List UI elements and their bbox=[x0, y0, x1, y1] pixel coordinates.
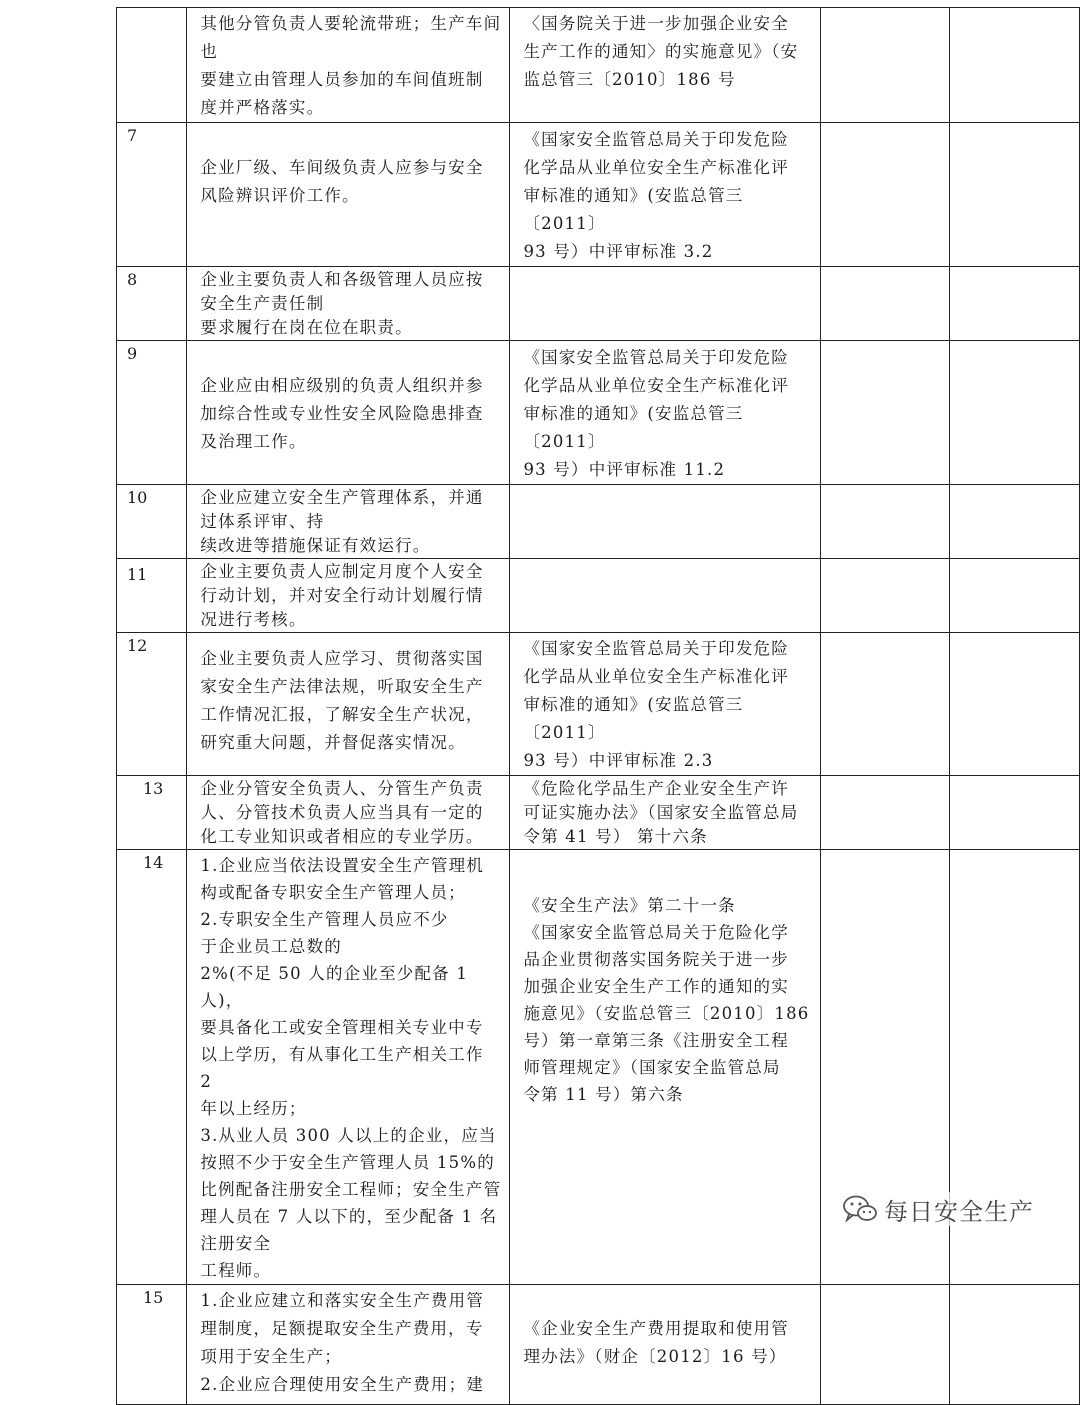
blank-cell bbox=[950, 1285, 1080, 1405]
table-row bbox=[117, 559, 1080, 633]
basis-cell: 〈国务院关于进一步加强企业安全 生产工作的通知〉的实施意见》（安 监总管三〔2010〕186 号 bbox=[510, 8, 820, 123]
requirement-cell: 企业主要负责人应学习、贯彻落实国 家安全生产法律法规，听取安全生产 工作情况汇报，了解安全生产状况， 研究重大问题，并督促落实情况。 bbox=[187, 633, 510, 776]
blank-cell bbox=[950, 559, 1080, 633]
blank-cell bbox=[950, 485, 1080, 559]
basis-cell: 《国家安全监管总局关于印发危险 化学品从业单位安全生产标准化评 审标准的通知》(安监总管三〔2011〕 93 号）中评审标准 2.3 bbox=[510, 633, 820, 776]
requirement-cell: 企业主要负责人和各级管理人员应按 安全生产责任制 要求履行在岗在位在职责。 bbox=[187, 267, 510, 341]
item-number: 13 bbox=[117, 776, 187, 850]
basis-cell: 《国家安全监管总局关于印发危险 化学品从业单位安全生产标准化评 审标准的通知》(安监总管三〔2011〕 93 号）中评审标准 11.2 bbox=[510, 341, 820, 485]
table-row bbox=[117, 8, 1080, 123]
basis-cell: 《安全生产法》第二十一条 《国家安全监管总局关于危险化学 品企业贯彻落实国务院关于进一步 加强企业安全生产工作的通知的实 施意见》（安监总管三〔2010〕186 号）第一章第三条《注册安全工程 师管理规定》（国家安全监管总局 令第 11 号）第六条 bbox=[510, 850, 820, 1285]
watermark bbox=[838, 1192, 1038, 1226]
requirement-cell: 1.企业应建立和落实安全生产费用管 理制度，足额提取安全生产费用，专 项用于安全生产； 2.企业应合理使用安全生产费用；建 bbox=[187, 1285, 510, 1405]
basis-cell bbox=[510, 267, 820, 341]
watermark-text: 每日安全生产 bbox=[884, 1197, 1034, 1226]
blank-cell bbox=[820, 341, 950, 485]
basis-cell: 《企业安全生产费用提取和使用管 理办法》（财企〔2012〕16 号） bbox=[510, 1285, 820, 1405]
blank-cell bbox=[820, 559, 950, 633]
requirement-cell: 企业厂级、车间级负责人应参与安全 风险辨识评价工作。 bbox=[187, 123, 510, 267]
basis-cell: 《危险化学品生产企业安全生产许 可证实施办法》（国家安全监管总局 令第 41 号） 第十六条 bbox=[510, 776, 820, 850]
item-number: 8 bbox=[117, 267, 187, 341]
requirement-cell: 企业应建立安全生产管理体系，并通 过体系评审、持 续改进等措施保证有效运行。 bbox=[187, 485, 510, 559]
table-row bbox=[117, 633, 1080, 776]
table-row bbox=[117, 341, 1080, 485]
table-row bbox=[117, 485, 1080, 559]
table-row bbox=[117, 776, 1080, 850]
item-number: 11 bbox=[117, 559, 187, 633]
item-number: 7 bbox=[117, 123, 187, 267]
requirement-cell: 企业主要负责人应制定月度个人安全 行动计划，并对安全行动计划履行情 况进行考核。 bbox=[187, 559, 510, 633]
blank-cell bbox=[820, 8, 950, 123]
blank-cell bbox=[820, 485, 950, 559]
blank-cell bbox=[950, 341, 1080, 485]
blank-cell bbox=[950, 267, 1080, 341]
table-row bbox=[117, 267, 1080, 341]
item-number bbox=[117, 8, 187, 123]
item-number: 14 bbox=[117, 850, 187, 1285]
basis-cell bbox=[510, 485, 820, 559]
blank-cell bbox=[950, 633, 1080, 776]
item-number: 12 bbox=[117, 633, 187, 776]
item-number: 15 bbox=[117, 1285, 187, 1405]
requirement-cell: 企业分管安全负责人、分管生产负责 人、分管技术负责人应当具有一定的 化工专业知识或者相应的专业学历。 bbox=[187, 776, 510, 850]
blank-cell bbox=[820, 633, 950, 776]
blank-cell bbox=[820, 123, 950, 267]
basis-cell: 《国家安全监管总局关于印发危险 化学品从业单位安全生产标准化评 审标准的通知》(安监总管三〔2011〕 93 号）中评审标准 3.2 bbox=[510, 123, 820, 267]
blank-cell bbox=[820, 1285, 950, 1405]
blank-cell bbox=[820, 776, 950, 850]
item-number: 9 bbox=[117, 341, 187, 485]
requirement-cell: 企业应由相应级别的负责人组织并参 加综合性或专业性安全风险隐患排查 及治理工作。 bbox=[187, 341, 510, 485]
requirement-cell: 1.企业应当依法设置安全生产管理机 构或配备专职安全生产管理人员； 2.专职安全生产管理人员应不少 于企业员工总数的 2%(不足 50 人的企业至少配备 1 人)， 要具备化工或安全管理相关专业中专 以上学历，有从事化工生产相关工作 2 年以上经历； 3.从业人员 300 人以上的企业，应当 按照不少于安全生产管理人员 15%的 比例配备注册安全工程师；安全生产管 理人员在 7 人以下的，至少配备 1 名 注册安全 工程师。 bbox=[187, 850, 510, 1285]
wechat-icon bbox=[842, 1194, 878, 1224]
blank-cell bbox=[950, 776, 1080, 850]
blank-cell bbox=[950, 123, 1080, 267]
blank-cell bbox=[950, 8, 1080, 123]
table-row bbox=[117, 123, 1080, 267]
basis-cell bbox=[510, 559, 820, 633]
requirement-cell: 其他分管负责人要轮流带班；生产车间也 要建立由管理人员参加的车间值班制 度并严格落实。 bbox=[187, 8, 510, 123]
item-number: 10 bbox=[117, 485, 187, 559]
table-row bbox=[117, 1285, 1080, 1405]
blank-cell bbox=[820, 267, 950, 341]
